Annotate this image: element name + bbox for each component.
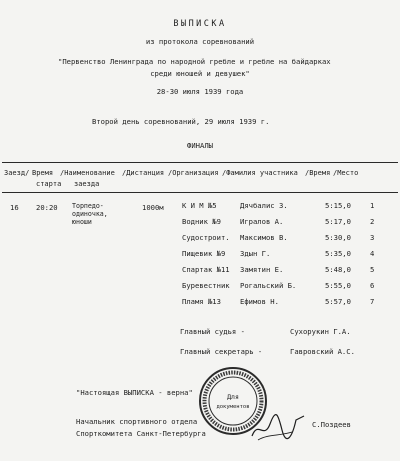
result-place: 5	[370, 265, 375, 274]
event-dates: 28-30 июля 1939 года	[156, 87, 244, 96]
header-distance: /Дистанция	[122, 169, 165, 177]
race-name-3: юноши	[72, 218, 92, 226]
result-time: 5:17,0	[325, 217, 351, 226]
header-participant: /Фамилия участника	[222, 169, 298, 177]
result-name: Игралов А.	[240, 217, 284, 226]
header-heat: Заезд/	[4, 169, 30, 177]
event-line-2: среди юношей и девушек"	[150, 69, 250, 78]
svg-text:Для: Для	[227, 393, 239, 401]
result-name: Дячбалис З.	[240, 201, 288, 210]
result-org: К И М №5	[182, 201, 217, 210]
result-org: Судостроит.	[182, 233, 230, 242]
distance: 1000м	[142, 203, 164, 212]
chief-judge-label: Главный судья -	[180, 327, 245, 336]
header-race-name: /Наименование	[60, 169, 115, 177]
header-start-time-2: старта	[36, 180, 62, 188]
header-organization: /Организация	[168, 169, 219, 177]
result-place: 6	[370, 281, 375, 290]
footer-line-2: Спорткомитета Санкт-Петербурга	[76, 429, 206, 438]
result-name: Здын Г.	[240, 249, 271, 258]
result-org: Пламя №13	[182, 297, 221, 306]
result-org: Спартак №11	[182, 265, 230, 274]
secretary-label: Главный секретарь -	[180, 347, 263, 356]
svg-text:документов: документов	[216, 404, 250, 410]
result-org: Буревестник	[182, 281, 230, 290]
result-time: 5:30,0	[325, 233, 351, 242]
result-time: 5:15,0	[325, 201, 351, 210]
section-title: ФИНАЛЫ	[187, 141, 213, 150]
signer-name: С.Поздеев	[312, 420, 351, 429]
header-race-name-2: заезда	[74, 180, 100, 188]
table-top-rule	[2, 162, 398, 163]
header-place: /Место	[333, 169, 359, 177]
header-start-time: Время	[32, 169, 54, 177]
result-place: 4	[370, 249, 375, 258]
start-time: 20:20	[36, 203, 58, 212]
result-place: 7	[370, 297, 375, 306]
result-name: Максимов В.	[240, 233, 288, 242]
race-name-2: одиночка,	[72, 210, 108, 218]
doc-subtitle: из протокола соревнований	[145, 37, 255, 46]
result-place: 1	[370, 201, 375, 210]
day-line: Второй день соревнований, 29 июля 1939 г.	[92, 117, 270, 126]
result-place: 3	[370, 233, 375, 242]
signature-icon	[248, 410, 308, 444]
result-org: Водник №9	[182, 217, 221, 226]
chief-judge-name: Сухорукин Г.А.	[290, 327, 351, 336]
true-copy-note: "Настоящая ВЫПИСКА - верна"	[76, 388, 193, 397]
race-name-1: Торпедо-	[72, 202, 104, 210]
result-time: 5:48,0	[325, 265, 351, 274]
result-time: 5:55,0	[325, 281, 351, 290]
result-name: Рогальский Б.	[240, 281, 297, 290]
event-line-1: "Первенство Ленинграда по народной гребле и гребле на байдарках	[58, 57, 331, 66]
table-header-rule	[2, 192, 398, 193]
result-name: Ефимов Н.	[240, 297, 279, 306]
result-name: Замятин Е.	[240, 265, 284, 274]
doc-title: ВЫПИСКА	[173, 19, 227, 29]
secretary-name: Гавровский А.С.	[290, 347, 355, 356]
result-org: Пищевик №9	[182, 249, 226, 258]
header-time: /Время	[305, 169, 331, 177]
heat-number: 16	[10, 203, 19, 212]
result-time: 5:57,0	[325, 297, 351, 306]
result-place: 2	[370, 217, 375, 226]
footer-line-1: Начальник спортивного отдела	[76, 417, 198, 426]
result-time: 5:35,0	[325, 249, 351, 258]
